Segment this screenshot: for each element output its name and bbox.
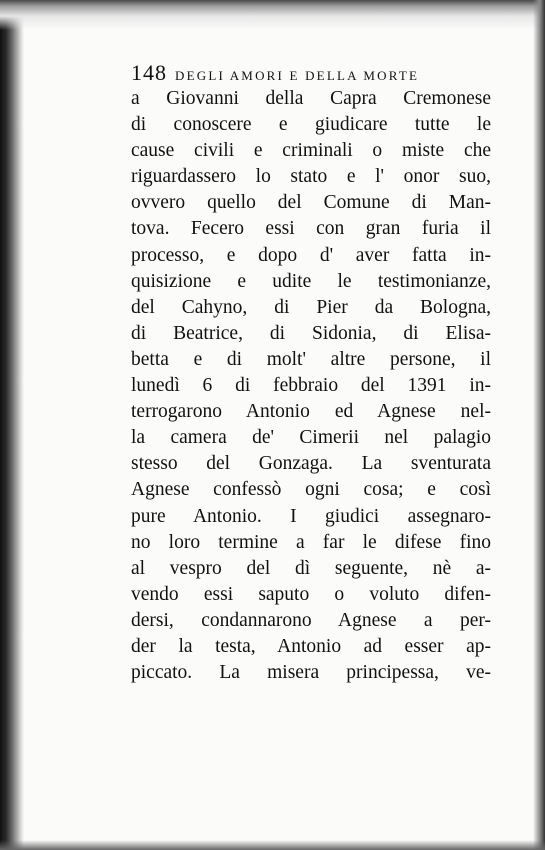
text-line: terrogarono Antonio ed Agnese nel- bbox=[131, 401, 491, 423]
text-line: cause civili e criminali o miste che bbox=[131, 140, 491, 162]
text-line: vendo essi saputo o voluto difen- bbox=[131, 583, 491, 605]
text-line: stesso del Gonzaga. La sventurata bbox=[131, 453, 491, 475]
text-line: pure Antonio. I giudici assegnaro- bbox=[131, 505, 491, 527]
text-line: di conoscere e giudicare tutte le bbox=[131, 114, 491, 136]
scan-edge-left bbox=[0, 0, 24, 850]
text-line: betta e di molt' altre persone, il bbox=[131, 348, 491, 370]
text-line: riguardassero lo stato e l' onor suo, bbox=[131, 166, 491, 188]
text-line: di Beatrice, di Sidonia, di Elisa- bbox=[131, 322, 491, 344]
text-line: lunedì 6 di febbraio del 1391 in- bbox=[131, 375, 491, 397]
text-line: al vespro del dì seguente, nè a- bbox=[131, 557, 491, 579]
text-line: ovvero quello del Comune di Man- bbox=[131, 192, 491, 214]
text-line: a Giovanni della Capra Cremonese bbox=[131, 88, 491, 109]
text-line: Agnese confessò ogni cosa; e così bbox=[131, 479, 491, 501]
scan-edge-bottom bbox=[0, 840, 545, 850]
text-line: no loro termine a far le difese fino bbox=[131, 531, 491, 553]
text-line: quisizione e udite le testimonianze, bbox=[131, 270, 491, 292]
text-line: tova. Fecero essi con gran furia il bbox=[131, 218, 491, 240]
scan-edge-right bbox=[533, 0, 545, 850]
text-line: processo, e dopo d' aver fatta in- bbox=[131, 244, 491, 266]
text-line: la camera de' Cimerii nel palagio bbox=[131, 427, 491, 449]
text-line: piccato. La misera principessa, ve- bbox=[131, 662, 491, 684]
running-title: DEGLI AMORI E DELLA MORTE bbox=[175, 68, 420, 83]
text-line: del Cahyno, di Pier da Bologna, bbox=[131, 296, 491, 318]
text-line: dersi, condannarono Agnese a per- bbox=[131, 609, 491, 631]
scan-edge-top bbox=[0, 0, 545, 30]
text-line: der la testa, Antonio ad esser ap- bbox=[131, 635, 491, 657]
page-number: 148 bbox=[131, 60, 167, 85]
body-text bbox=[131, 86, 491, 686]
